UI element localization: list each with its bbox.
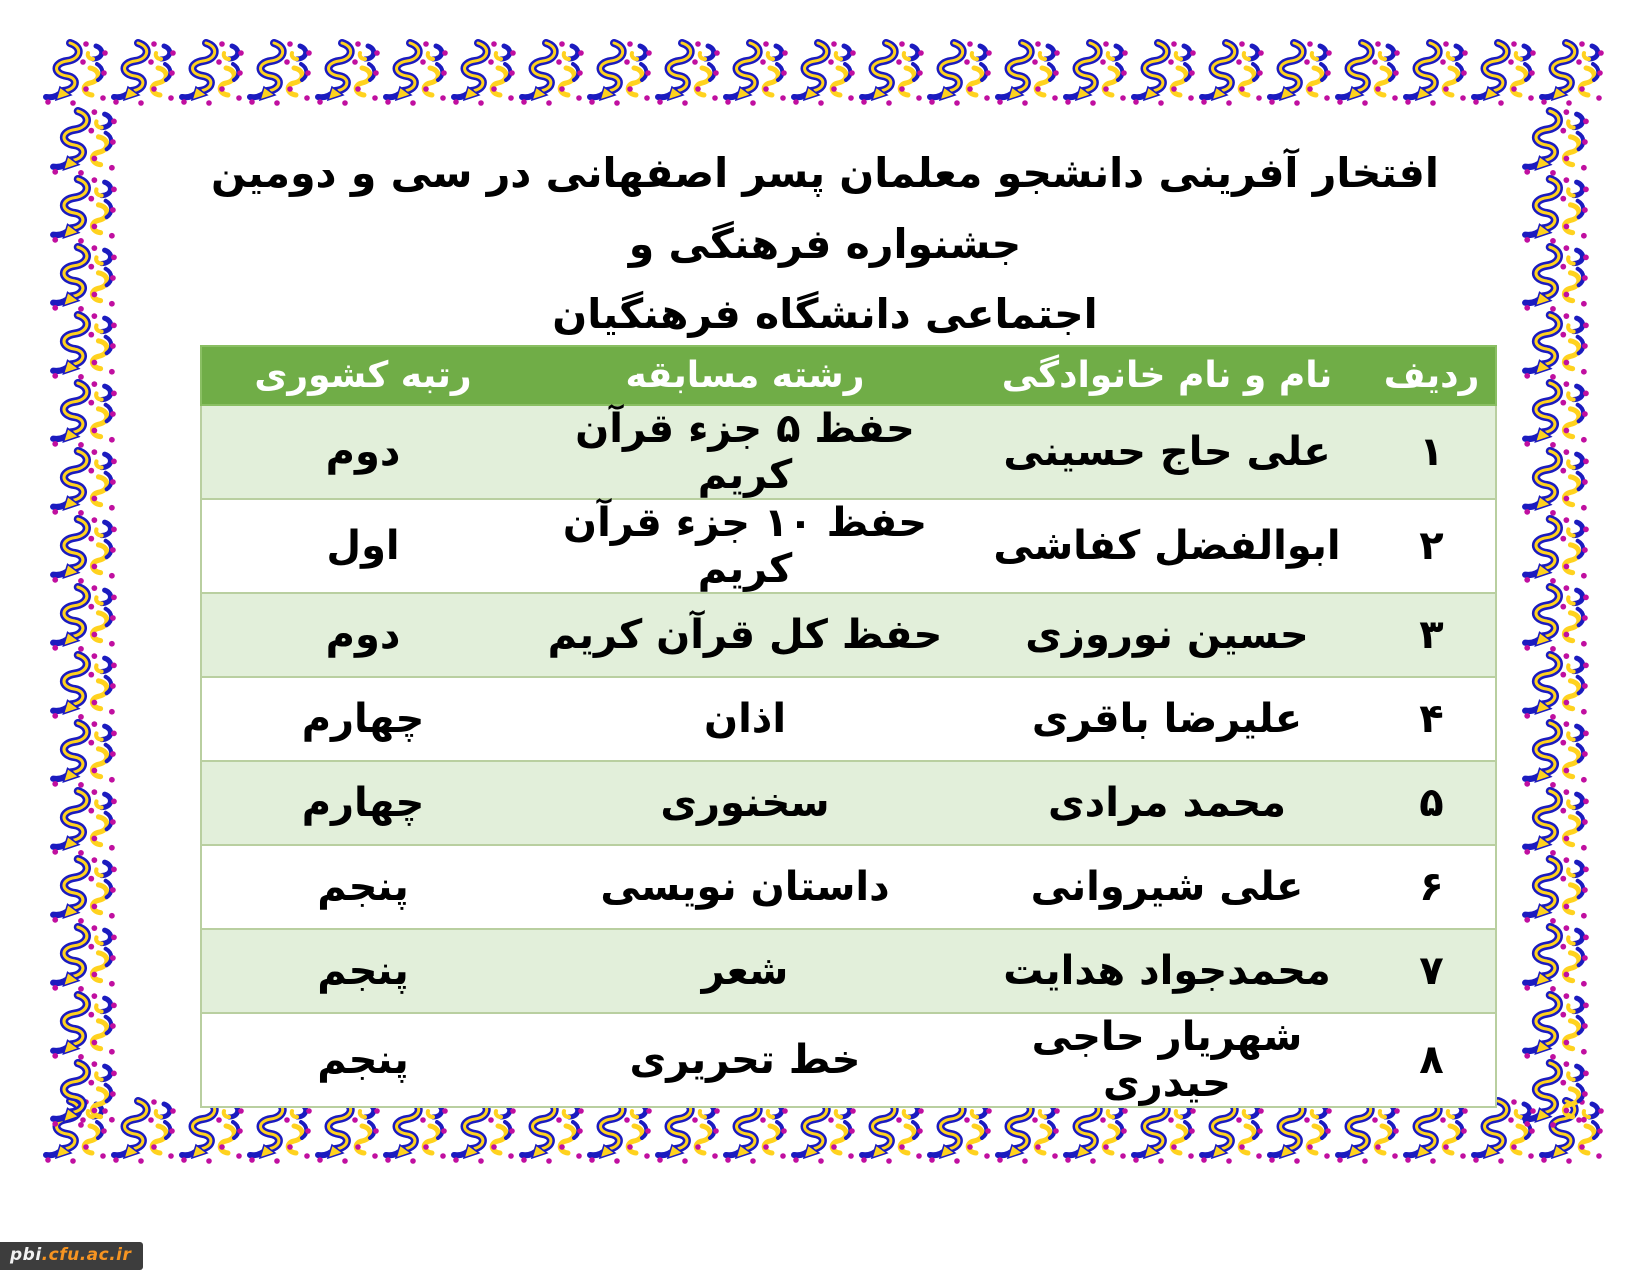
confetti-streamer-icon xyxy=(176,40,244,106)
confetti-streamer-icon xyxy=(720,40,788,106)
table-row xyxy=(201,1013,1496,1107)
header-name: نام و نام خانوادگی xyxy=(966,346,1368,405)
cell-rank: پنجم xyxy=(201,1013,524,1107)
confetti-streamer-icon xyxy=(1512,924,1596,992)
cell-radif: ۶ xyxy=(1368,845,1496,929)
confetti-streamer-icon xyxy=(448,40,516,106)
confetti-streamer-icon xyxy=(1400,40,1468,106)
table-row xyxy=(201,929,1496,1013)
confetti-streamer-icon xyxy=(244,40,312,106)
cell-rank: چهارم xyxy=(201,677,524,761)
cell-name: محمدجواد هدایت xyxy=(966,929,1368,1013)
confetti-streamer-icon xyxy=(380,40,448,106)
table-row xyxy=(201,845,1496,929)
confetti-streamer-icon xyxy=(40,312,124,380)
cell-rank: اول xyxy=(201,499,524,593)
confetti-streamer-icon xyxy=(40,380,124,448)
confetti-streamer-icon xyxy=(1264,40,1332,106)
confetti-streamer-icon xyxy=(1512,516,1596,584)
cell-name: ابوالفضل کفاشی xyxy=(966,499,1368,593)
cell-name: علی حاج حسینی xyxy=(966,405,1368,499)
confetti-streamer-icon xyxy=(652,40,720,106)
cell-radif: ۷ xyxy=(1368,929,1496,1013)
confetti-streamer-icon xyxy=(1512,108,1596,176)
confetti-streamer-icon xyxy=(924,40,992,106)
confetti-streamer-icon xyxy=(1512,788,1596,856)
confetti-streamer-icon xyxy=(788,40,856,106)
confetti-streamer-icon xyxy=(1512,720,1596,788)
cell-rank: چهارم xyxy=(201,761,524,845)
confetti-streamer-icon xyxy=(40,176,124,244)
cell-name: علیرضا باقری xyxy=(966,677,1368,761)
cell-field: حفظ ۱۰ جزء قرآن کریم xyxy=(524,499,966,593)
confetti-streamer-icon xyxy=(40,108,124,176)
confetti-streamer-icon xyxy=(312,40,380,106)
cell-radif: ۱ xyxy=(1368,405,1496,499)
confetti-streamer-icon xyxy=(1196,40,1264,106)
confetti-streamer-icon xyxy=(40,244,124,312)
cell-name: شهریار حاجی حیدری xyxy=(966,1013,1368,1107)
confetti-streamer-icon xyxy=(1512,992,1596,1060)
cell-field: اذان xyxy=(524,677,966,761)
confetti-streamer-icon xyxy=(1512,312,1596,380)
confetti-streamer-icon xyxy=(1332,40,1400,106)
confetti-streamer-icon xyxy=(1128,40,1196,106)
page-title xyxy=(150,138,1500,350)
confetti-streamer-icon xyxy=(40,788,124,856)
confetti-border-right xyxy=(1512,108,1596,1128)
title-line-2: اجتماعی دانشگاه فرهنگیان xyxy=(552,290,1098,339)
table-row xyxy=(201,499,1496,593)
cell-field: سخنوری xyxy=(524,761,966,845)
table-row xyxy=(201,761,1496,845)
confetti-streamer-icon xyxy=(40,924,124,992)
confetti-streamer-icon xyxy=(1468,40,1536,106)
cell-radif: ۸ xyxy=(1368,1013,1496,1107)
confetti-streamer-icon xyxy=(1512,584,1596,652)
cell-field: حفظ ۵ جزء قرآن کریم xyxy=(524,405,966,499)
awards-table xyxy=(200,345,1497,1108)
confetti-border-left xyxy=(40,108,124,1128)
confetti-streamer-icon xyxy=(1512,448,1596,516)
confetti-border-top xyxy=(40,40,1604,106)
table-row xyxy=(201,677,1496,761)
confetti-streamer-icon xyxy=(108,40,176,106)
watermark xyxy=(0,1242,143,1270)
confetti-streamer-icon xyxy=(1512,176,1596,244)
confetti-streamer-icon xyxy=(40,40,108,106)
cell-radif: ۳ xyxy=(1368,593,1496,677)
table-row xyxy=(201,405,1496,499)
table-header-row xyxy=(201,346,1496,405)
cell-rank: پنجم xyxy=(201,929,524,1013)
header-radif: ردیف xyxy=(1368,346,1496,405)
cell-field: داستان نویسی xyxy=(524,845,966,929)
table-row xyxy=(201,593,1496,677)
cell-name: محمد مرادی xyxy=(966,761,1368,845)
confetti-streamer-icon xyxy=(40,652,124,720)
confetti-streamer-icon xyxy=(40,992,124,1060)
confetti-streamer-icon xyxy=(40,584,124,652)
cell-name: حسین نوروزی xyxy=(966,593,1368,677)
cell-radif: ۵ xyxy=(1368,761,1496,845)
confetti-streamer-icon xyxy=(1512,244,1596,312)
watermark-prefix: pbi xyxy=(10,1245,42,1265)
cell-name: علی شیروانی xyxy=(966,845,1368,929)
confetti-streamer-icon xyxy=(1512,380,1596,448)
cell-field: حفظ کل قرآن کریم xyxy=(524,593,966,677)
confetti-streamer-icon xyxy=(1512,1060,1596,1128)
confetti-streamer-icon xyxy=(40,516,124,584)
confetti-streamer-icon xyxy=(1512,856,1596,924)
confetti-streamer-icon xyxy=(584,40,652,106)
confetti-streamer-icon xyxy=(40,448,124,516)
confetti-streamer-icon xyxy=(992,40,1060,106)
header-field: رشته مسابقه xyxy=(524,346,966,405)
confetti-streamer-icon xyxy=(516,40,584,106)
confetti-streamer-icon xyxy=(40,1060,124,1128)
cell-radif: ۲ xyxy=(1368,499,1496,593)
cell-radif: ۴ xyxy=(1368,677,1496,761)
title-line-1: افتخار آفرینی دانشجو معلمان پسر اصفهانی در سی و دومین جشنواره فرهنگی و xyxy=(211,149,1439,268)
confetti-streamer-icon xyxy=(1060,40,1128,106)
header-rank: رتبه کشوری xyxy=(201,346,524,405)
confetti-streamer-icon xyxy=(1536,40,1604,106)
confetti-streamer-icon xyxy=(1512,652,1596,720)
watermark-suffix: .cfu.ac.ir xyxy=(41,1245,132,1265)
confetti-streamer-icon xyxy=(40,720,124,788)
confetti-streamer-icon xyxy=(856,40,924,106)
cell-rank: دوم xyxy=(201,405,524,499)
cell-field: خط تحریری xyxy=(524,1013,966,1107)
cell-rank: پنجم xyxy=(201,845,524,929)
cell-field: شعر xyxy=(524,929,966,1013)
cell-rank: دوم xyxy=(201,593,524,677)
confetti-streamer-icon xyxy=(40,856,124,924)
